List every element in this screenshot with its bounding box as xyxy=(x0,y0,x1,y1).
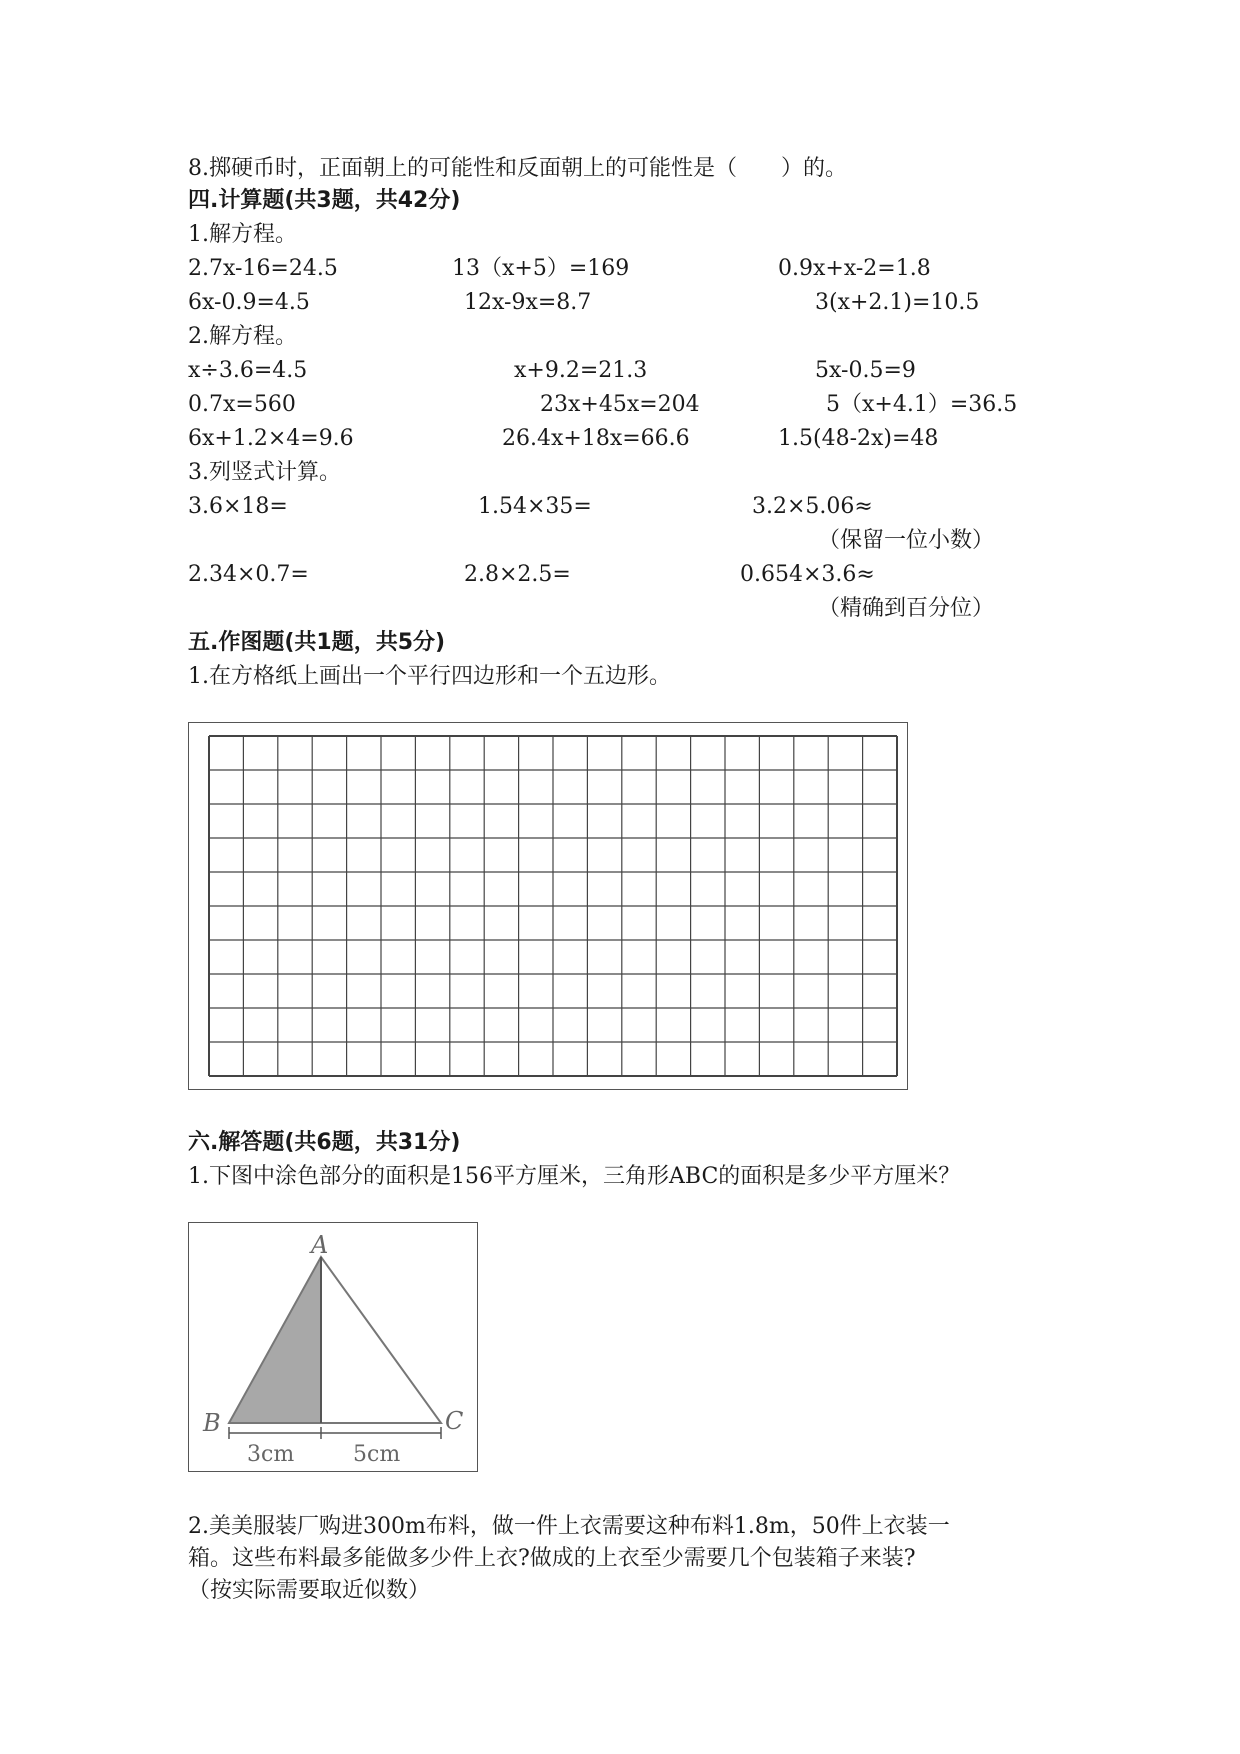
vertex-label-a: A xyxy=(311,1231,329,1259)
equation: 0.7x=560 xyxy=(188,392,296,417)
equation: x+9.2=21.3 xyxy=(514,358,648,383)
calculation: 0.654×3.6≈ xyxy=(740,562,875,587)
grid-paper[interactable] xyxy=(189,723,907,1089)
equation: 23x+45x=204 xyxy=(540,392,700,417)
dimension-label-left: 3cm xyxy=(247,1442,295,1467)
equation: 12x-9x=8.7 xyxy=(464,290,592,315)
answer-question-1: 1.下图中涂色部分的面积是156平方厘米，三角形ABC的面积是多少平方厘米？ xyxy=(188,1164,961,1189)
equation: 6x+1.2×4=9.6 xyxy=(188,426,354,451)
answer-question-2-line-3: （按实际需要取近似数） xyxy=(188,1578,431,1603)
rounding-note: （精确到百分位） xyxy=(818,596,995,621)
equation: 5（x+4.1）=36.5 xyxy=(826,392,1018,417)
equation: 2.7x-16=24.5 xyxy=(188,256,338,281)
vertex-label-b: B xyxy=(203,1409,221,1437)
calculation: 1.54×35= xyxy=(478,494,592,519)
problem-2-label: 2.解方程。 xyxy=(188,324,297,349)
triangle-abc-diagram xyxy=(189,1223,477,1471)
calculation: 3.2×5.06≈ xyxy=(752,494,873,519)
drawing-question: 1.在方格纸上画出一个平行四边形和一个五边形。 xyxy=(188,664,671,689)
vertex-label-c: C xyxy=(445,1407,464,1435)
equation: 5x-0.5=9 xyxy=(815,358,916,383)
section-4-title: 四.计算题(共3题，共42分) xyxy=(188,188,461,213)
section-6-title: 六.解答题(共6题，共31分) xyxy=(188,1130,461,1155)
equation: 26.4x+18x=66.6 xyxy=(502,426,690,451)
problem-1-label: 1.解方程。 xyxy=(188,222,297,247)
calculation: 3.6×18= xyxy=(188,494,288,519)
problem-3-label: 3.列竖式计算。 xyxy=(188,460,341,485)
equation: 1.5(48-2x)=48 xyxy=(778,426,939,451)
grid-paper-frame xyxy=(188,722,908,1090)
rounding-note: （保留一位小数） xyxy=(818,528,995,553)
triangle-figure xyxy=(188,1222,478,1472)
calculation: 2.34×0.7= xyxy=(188,562,309,587)
equation: 13（x+5）=169 xyxy=(452,256,630,281)
equation: x÷3.6=4.5 xyxy=(188,358,308,383)
question-8: 8.掷硬币时，正面朝上的可能性和反面朝上的可能性是（ ）的。 xyxy=(188,156,847,181)
answer-question-2-line-1: 2.美美服装厂购进300m布料，做一件上衣需要这种布料1.8m，50件上衣装一 xyxy=(188,1514,950,1539)
dimension-label-right: 5cm xyxy=(353,1442,401,1467)
equation: 6x-0.9=4.5 xyxy=(188,290,310,315)
equation: 0.9x+x-2=1.8 xyxy=(778,256,931,281)
answer-question-2-line-2: 箱。这些布料最多能做多少件上衣?做成的上衣至少需要几个包装箱子来装? xyxy=(188,1546,916,1571)
section-5-title: 五.作图题(共1题，共5分) xyxy=(188,630,446,655)
calculation: 2.8×2.5= xyxy=(464,562,571,587)
equation: 3(x+2.1)=10.5 xyxy=(815,290,980,315)
